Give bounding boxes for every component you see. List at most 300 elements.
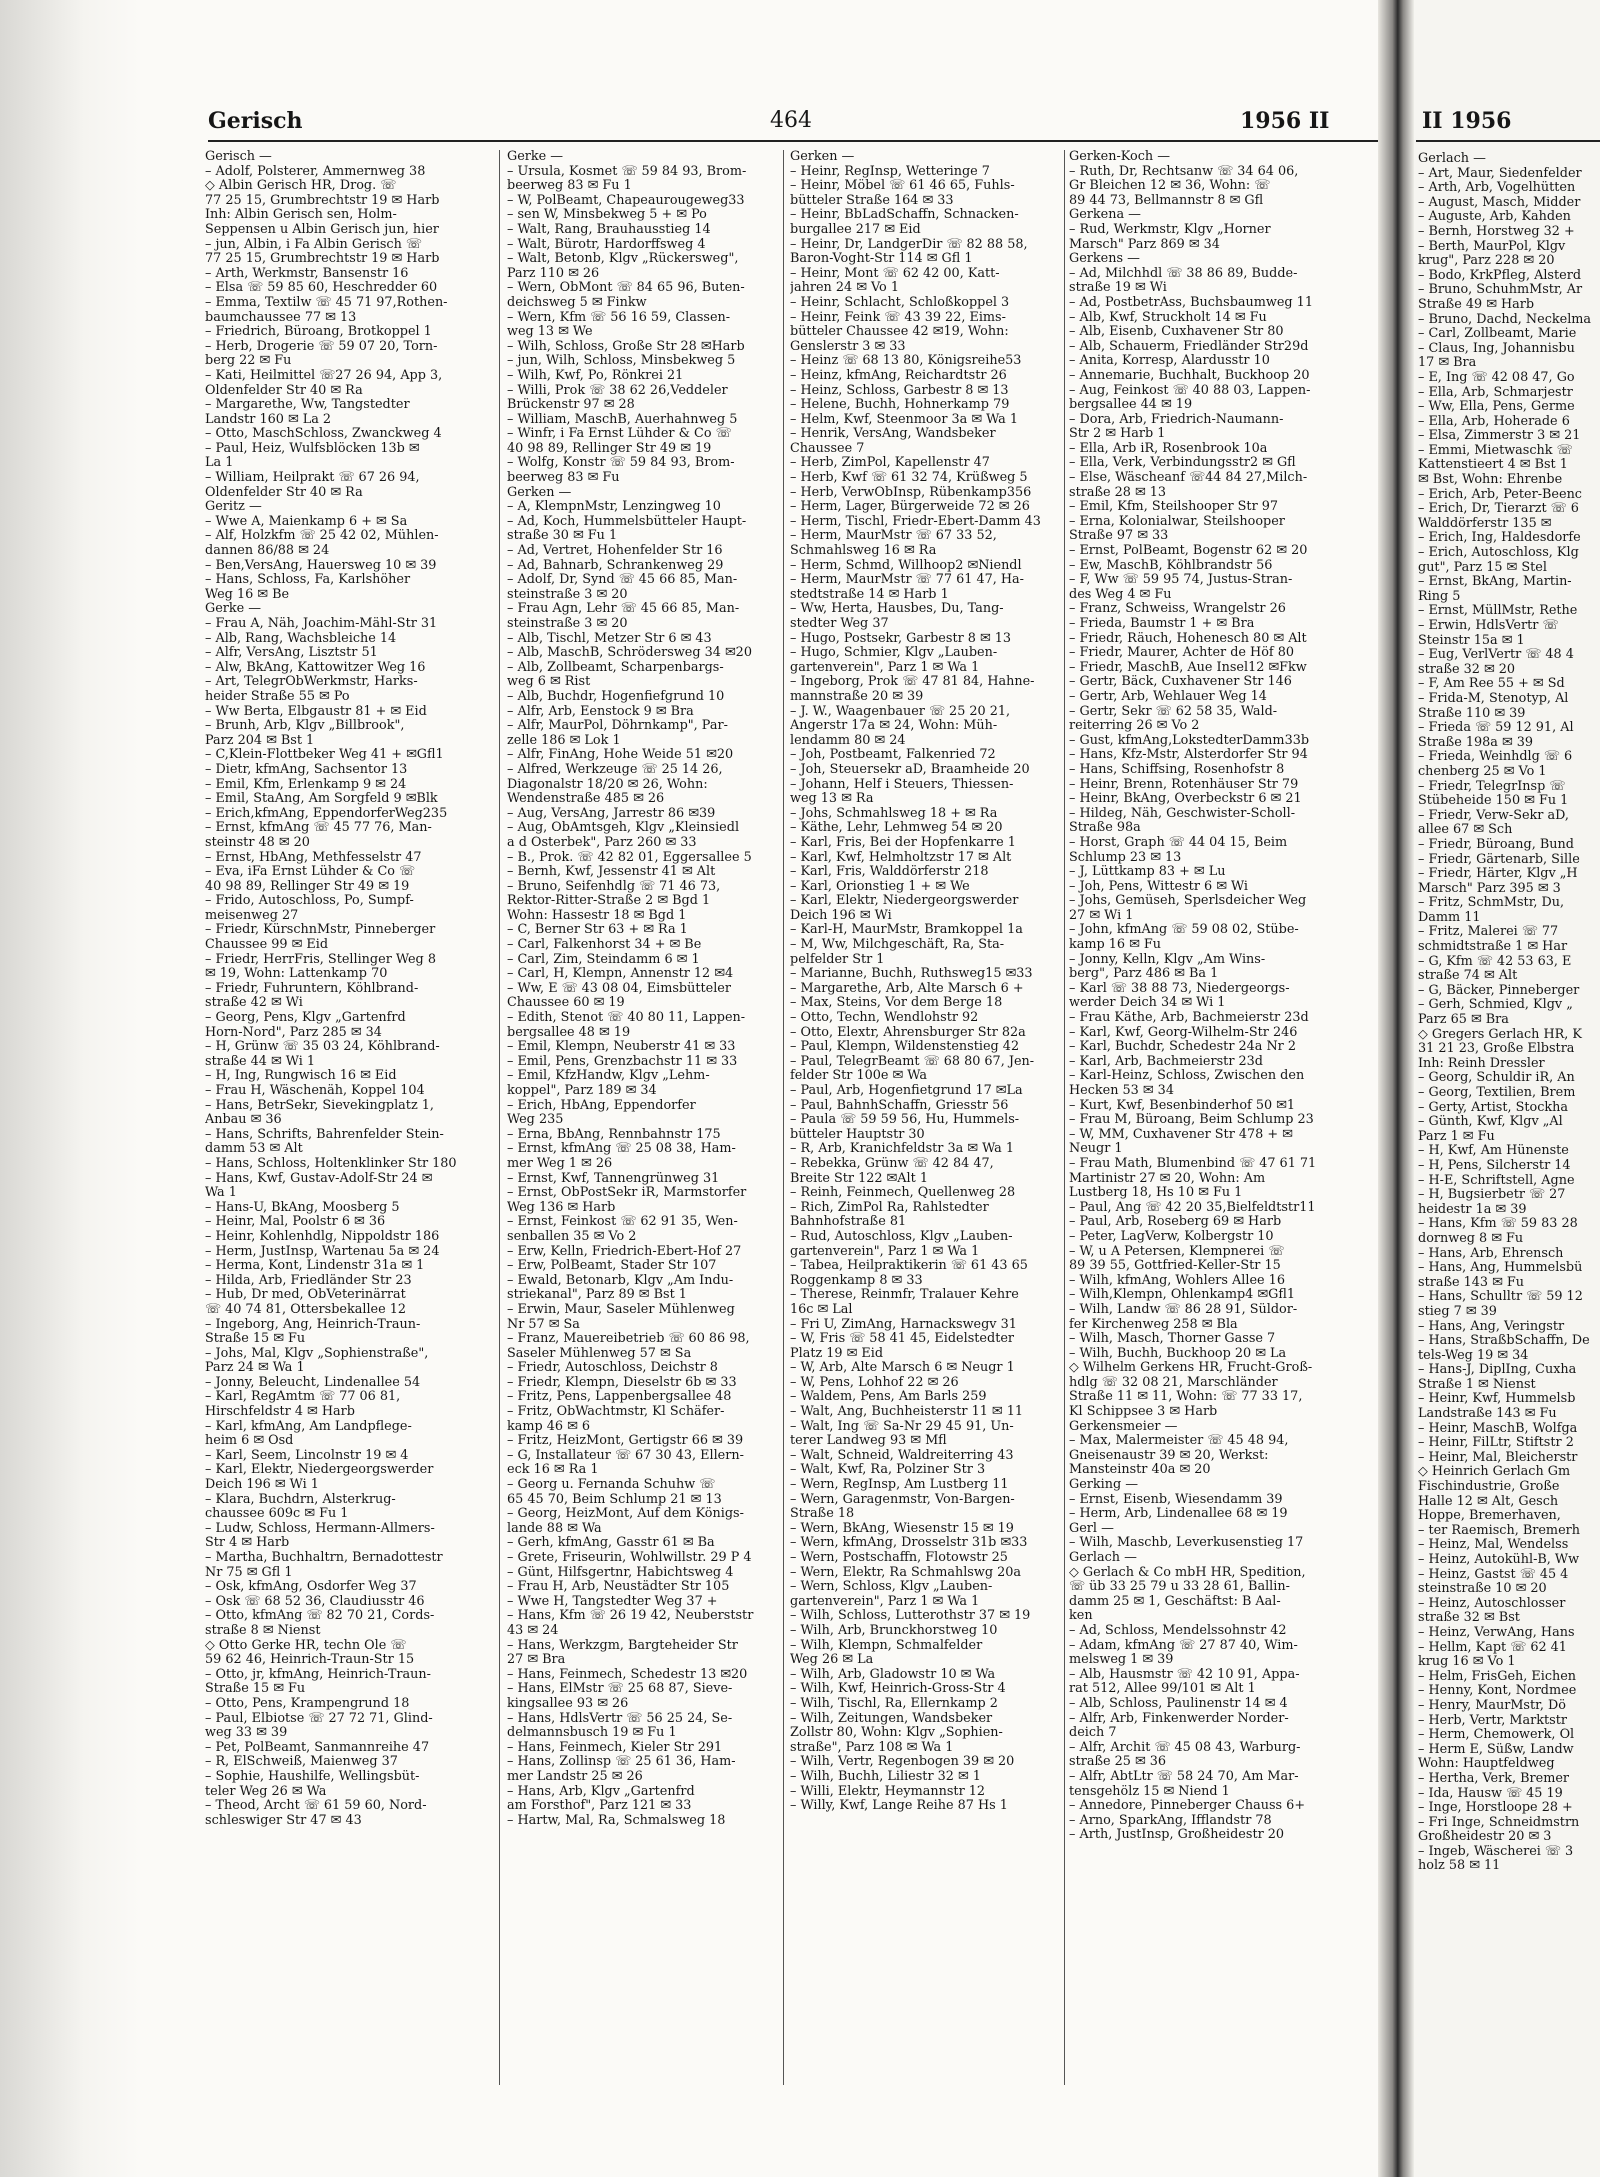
directory-entry-line: – Heinr, Mont ☏ 62 42 00, Katt- <box>790 266 1000 281</box>
directory-entry-line: – H, Bugsierbetr ☏ 27 <box>1418 1188 1566 1203</box>
directory-entry-line: – Fri Inge, Schneidmstrn <box>1418 1815 1580 1830</box>
directory-entry-line: a d Osterbek", Parz 260 ✉ 33 <box>507 835 697 850</box>
directory-entry-line: – R, ElSchweiß, Maienweg 37 <box>205 1755 398 1770</box>
directory-entry-line: – Alb, MaschB, Schrödersweg 34 ✉20 <box>507 646 752 661</box>
directory-entry-line: – Fritz, HeizMont, Gertigstr 66 ✉ 39 <box>507 1434 744 1449</box>
directory-entry-line: Parz 110 ✉ 26 <box>507 266 600 281</box>
directory-entry-line: – Klara, Buchdrn, Alsterkrug- <box>205 1492 396 1507</box>
directory-entry-line: Straße 18 <box>790 1507 855 1522</box>
directory-entry-line: Geritz — <box>205 500 262 515</box>
directory-entry-line: – Hans, Feinmech, Kieler Str 291 <box>507 1740 723 1755</box>
directory-entry-line: – Fritz, SchmMstr, Du, <box>1418 896 1565 911</box>
directory-entry-line: steinstraße 10 ✉ 20 <box>1418 1582 1547 1597</box>
directory-entry-line: kamp 46 ✉ 6 <box>507 1419 591 1434</box>
directory-entry-line: – Alw, BkAng, Kattowitzer Weg 16 <box>205 660 426 675</box>
directory-entry-line: Schlump 23 ✉ 13 <box>1069 850 1182 865</box>
directory-entry-line: – Hans, Kwf, Gustav-Adolf-Str 24 ✉ <box>205 1171 433 1186</box>
directory-entry-line: – Hans, Kfm ☏ 26 19 42, Neuberststr <box>507 1609 754 1624</box>
directory-entry-line: – Karl, Elektr, Niedergeorgswerder <box>205 1463 434 1478</box>
directory-entry-line: Gr Bleichen 12 ✉ 36, Wohn: ☏ <box>1069 179 1271 194</box>
directory-entry-line: – Grete, Friseurin, Wohlwillstr. 29 P 4 <box>507 1551 752 1565</box>
directory-entry-line: – Ernst, ObPostSekr iR, Marmstorfer <box>507 1186 747 1201</box>
directory-entry-line: berg", Parz 486 ✉ Ba 1 <box>1069 967 1219 982</box>
directory-entry-line: – Eva, iFa Ernst Lühder & Co ☏ <box>205 865 416 880</box>
directory-entry-line: – Alf, Holzkfm ☏ 25 42 02, Mühlen- <box>205 529 439 544</box>
page-number: 464 <box>770 108 812 133</box>
directory-entry-line: – Friedr, TelegrInsp ☏ <box>1418 779 1566 794</box>
directory-entry-line: Straße 198a ✉ 39 <box>1418 735 1534 750</box>
directory-entry-line: – W, Arb, Alte Marsch 6 ✉ Neugr 1 <box>790 1361 1015 1376</box>
directory-entry-line: – Aug, Feinkost ☏ 40 88 03, Lappen- <box>1069 383 1311 398</box>
directory-entry-line: – Annemarie, Buchhalt, Buckhoop 20 <box>1069 368 1310 383</box>
directory-entry-line: ✉ Bst, Wohn: Ehrenbe <box>1418 473 1563 488</box>
directory-entry-line: felder Str 100e ✉ Wa <box>790 1069 927 1084</box>
directory-entry-line: Fischindustrie, Große <box>1418 1480 1560 1495</box>
directory-entry-line: – Wern, BkAng, Wiesenstr 15 ✉ 19 <box>790 1521 1014 1536</box>
directory-entry-line: koppel", Parz 189 ✉ 34 <box>507 1084 657 1098</box>
directory-entry-line: – Georg, Pens, Klgv „Gartenfrd <box>205 1011 406 1026</box>
directory-entry-line: – Alfr, Archit ☏ 45 08 43, Warburg- <box>1069 1740 1301 1755</box>
directory-entry-line: – Claus, Ing, Johannisbu <box>1418 341 1575 356</box>
directory-entry-line: – Karl, Arb, Bachmeierstr 23d <box>1069 1054 1263 1069</box>
directory-entry-line: ◇ Albin Gerisch HR, Drog. ☏ <box>205 179 397 194</box>
directory-entry-line: Chaussee 99 ✉ Eid <box>205 938 329 953</box>
directory-entry-line: – Karl-H, MaurMstr, Bramkoppel 1a <box>790 923 1023 938</box>
directory-entry-line: Straße 110 ✉ 39 <box>1418 706 1526 721</box>
directory-entry-line: – Henny, Kont, Nordmee <box>1418 1684 1577 1699</box>
directory-entry-line: – Bernh, Kwf, Jessenstr 41 ✉ Alt <box>507 865 716 880</box>
directory-entry-line: – Wilh, kfmAng, Wohlers Allee 16 <box>1069 1273 1285 1288</box>
directory-entry-line: eck 16 ✉ Ra 1 <box>507 1463 599 1478</box>
directory-entry-line: kamp 16 ✉ Fu <box>1069 938 1162 953</box>
directory-entry-line: – Friedr, Verw-Sekr aD, <box>1418 808 1569 823</box>
directory-entry-line: Gerken — <box>507 485 572 500</box>
directory-entry-line: – Gerh, Schmied, Klgv „ <box>1418 998 1573 1013</box>
directory-entry-line: – Max, Malermeister ☏ 45 48 94, <box>1069 1434 1289 1449</box>
directory-entry-line: – Georg, HeizMont, Auf dem Königs- <box>507 1507 744 1522</box>
directory-entry-line: – Ingeb, Wäscherei ☏ 3 <box>1418 1844 1574 1859</box>
directory-entry-line: – W, u A Petersen, Klempnerei ☏ <box>1069 1244 1285 1259</box>
directory-entry-line: – Alfr, Arb, Eenstock 9 ✉ Bra <box>507 704 694 719</box>
directory-entry-line: terer Landweg 93 ✉ Mfl <box>790 1434 947 1449</box>
directory-entry-line: – Heinz, Autoschlosser <box>1418 1596 1566 1611</box>
directory-entry-line: Hoppe, Bremerhaven, <box>1418 1509 1561 1524</box>
directory-entry-line: – sen W, Minsbekweg 5 + ✉ Po <box>507 208 707 223</box>
directory-entry-line: – Walt, Betonb, Klgv „Rückersweg", <box>507 252 739 267</box>
directory-entry-line: deichsweg 5 ✉ Finkw <box>507 295 647 310</box>
directory-entry-line: 77 25 15, Grumbrechtstr 19 ✉ Harb <box>205 193 440 208</box>
directory-entry-line: – Frau Math, Blumenbind ☏ 47 61 71 <box>1069 1156 1317 1171</box>
directory-entry-line: Wa 1 <box>205 1186 237 1201</box>
directory-entry-line: – Karl ☏ 38 88 73, Niedergeorgs- <box>1069 981 1290 996</box>
directory-entry-line: – Georg u. Fernanda Schuhw ☏ <box>507 1478 716 1493</box>
directory-entry-line: – William, MaschB, Auerhahnweg 5 <box>507 412 738 427</box>
directory-entry-line: – Walt, Ang, Buchheisterstr 11 ✉ 11 <box>790 1405 1023 1420</box>
directory-entry-line: – Hans, Schiffsing, Rosenhofstr 8 <box>1069 762 1285 777</box>
directory-entry-line: holz 58 ✉ 11 <box>1418 1859 1501 1874</box>
directory-entry-line: straße 74 ✉ Alt <box>1418 969 1518 984</box>
directory-entry-line: – Hans, Arb, Ehrensch <box>1418 1246 1564 1261</box>
directory-entry-line: chenberg 25 ✉ Vo 1 <box>1418 764 1547 779</box>
directory-entry-line: – J. W., Waagenbauer ☏ 25 20 21, <box>790 704 1011 719</box>
directory-entry-line: – Frau Agn, Lehr ☏ 45 66 85, Man- <box>507 602 740 617</box>
directory-entry-line: berg 22 ✉ Fu <box>205 354 292 369</box>
directory-entry-line: – Kurt, Kwf, Besenbinderhof 50 ✉1 <box>1069 1098 1296 1113</box>
directory-entry-line: – Therese, Reinmfr, Tralauer Kehre <box>790 1288 1019 1303</box>
directory-entry-line: – Gertr, Bäck, Cuxhavener Str 146 <box>1069 675 1292 690</box>
directory-entry-line: – Eug, VerlVertr ☏ 48 4 <box>1418 648 1574 663</box>
directory-entry-line: des Weg 4 ✉ Fu <box>1069 587 1172 602</box>
directory-entry-line: – Johs, Gemüseh, Sperlsdeicher Weg <box>1069 894 1307 909</box>
directory-entry-line: Ring 5 <box>1418 589 1461 604</box>
directory-entry-line: Halle 12 ✉ Alt, Gesch <box>1418 1494 1559 1509</box>
directory-entry-line: – C, Berner Str 63 + ✉ Ra 1 <box>507 923 688 938</box>
directory-entry-line: – Wilh, Klempn, Schmalfelder <box>790 1638 983 1653</box>
directory-entry-line: – Herm, JustInsp, Wartenau 5a ✉ 24 <box>205 1244 440 1259</box>
directory-entry-line: – J, Lüttkamp 83 + ✉ Lu <box>1069 865 1226 880</box>
directory-entry-line: Gneisenaustr 39 ✉ 20, Werkst: <box>1069 1448 1269 1463</box>
directory-entry-line: – B., Prok. ☏ 42 82 01, Eggersallee 5 <box>507 850 752 865</box>
directory-entry-line: senballen 35 ✉ Vo 2 <box>507 1229 637 1244</box>
directory-entry-line: 89 44 73, Bellmannstr 8 ✉ Gfl <box>1069 193 1264 208</box>
directory-entry-line: – Friedr, Fuhruntern, Köhlbrand- <box>205 981 419 996</box>
directory-entry-line: – Herb, ZimPol, Kapellenstr 47 <box>790 456 990 471</box>
directory-entry-line: damm 25 ✉ 1, Geschäftst: B Aal- <box>1069 1594 1281 1609</box>
directory-entry-line: – Osk, kfmAng, Osdorfer Weg 37 <box>205 1580 417 1595</box>
directory-entry-line: stedter Weg 37 <box>790 617 889 631</box>
directory-entry-line: – Wern, Elektr, Ra Schmahlswg 20a <box>790 1565 1021 1580</box>
directory-entry-line: – Fri U, ZimAng, Harnackswegv 31 <box>790 1317 1017 1332</box>
directory-entry-line: straße 143 ✉ Fu <box>1418 1275 1525 1290</box>
directory-entry-line: Steinstr 15a ✉ 1 <box>1418 633 1525 648</box>
directory-entry-line: Gerl — <box>1069 1521 1114 1536</box>
directory-entry-line: 16c ✉ Lal <box>790 1302 853 1317</box>
directory-entry-line: – Otto, MaschSchloss, Zwanckweg 4 <box>205 427 442 442</box>
directory-entry-line: – Paul, BahnhSchaffn, Griesstr 56 <box>790 1098 1009 1113</box>
directory-entry-line: 65 45 70, Beim Schlump 21 ✉ 13 <box>507 1492 722 1507</box>
directory-entry-line: – Karl, Elektr, Niedergeorgswerder <box>790 894 1019 909</box>
directory-entry-line: – Edith, Stenot ☏ 40 80 11, Lappen- <box>507 1011 746 1026</box>
directory-entry-line: Straße 11 ✉ 11, Wohn: ☏ 77 33 17, <box>1069 1390 1303 1405</box>
directory-entry-line: – Joh, Postbeamt, Falkenried 72 <box>790 748 996 763</box>
directory-entry-line: – Frau H, Wäschenäh, Koppel 104 <box>205 1084 425 1098</box>
directory-entry-line: 40 98 89, Rellinger Str 49 ✉ 19 <box>205 879 410 894</box>
directory-entry-line: Gerking — <box>1069 1478 1139 1493</box>
directory-entry-line: – Hans, Kfz-Mstr, Alsterdorfer Str 94 <box>1069 748 1308 763</box>
directory-entry-line: Angerstr 17a ✉ 24, Wohn: Müh- <box>790 719 998 734</box>
directory-entry-line: lande 88 ✉ Wa <box>507 1521 602 1536</box>
directory-entry-line: – Erich, Arb, Peter-Beenc <box>1418 487 1582 502</box>
directory-entry-line: – Wilh, Schloss, Große Str 28 ✉Harb <box>507 339 745 354</box>
directory-entry-line: – Ad, PostbetrAss, Buchsbaumweg 11 <box>1069 295 1313 310</box>
directory-entry-line: – Willi, Elektr, Heymannstr 12 <box>790 1784 986 1799</box>
directory-entry-line: – Adam, kfmAng ☏ 27 87 40, Wim- <box>1069 1638 1298 1653</box>
directory-entry-line: Straße 15 ✉ Fu <box>205 1682 306 1697</box>
directory-entry-line: ◇ Wilhelm Gerkens HR, Frucht-Groß- <box>1069 1361 1313 1376</box>
directory-entry-line: – Carl, H, Klempn, Annenstr 12 ✉4 <box>507 967 734 982</box>
directory-entry-line: – Hans, StraßbSchaffn, De <box>1418 1334 1590 1349</box>
directory-entry-line: – Arth, JustInsp, Großheidestr 20 <box>1069 1828 1285 1843</box>
directory-entry-line: Wendenstraße 485 ✉ 26 <box>507 792 665 807</box>
directory-entry-line: – Heinz, Autokühl-B, Ww <box>1418 1553 1580 1567</box>
directory-entry-line: Diagonalstr 18/20 ✉ 26, Wohn: <box>507 777 708 792</box>
directory-entry-line: – Hildeg, Näh, Geschwister-Scholl- <box>1069 806 1296 821</box>
directory-column-1 <box>205 150 489 1828</box>
next-page-running-head: II 1956 <box>1422 108 1512 134</box>
directory-entry-line: – Hans, Ang, Hummelsbü <box>1418 1261 1583 1276</box>
directory-entry-line: krug", Parz 228 ✉ 20 <box>1418 254 1555 269</box>
directory-entry-line: – Peter, LagVerw, Kolbergstr 10 <box>1069 1229 1274 1244</box>
directory-entry-line: – Karl, Fris, Bei der Hopfenkarre 1 <box>790 835 1016 850</box>
directory-entry-line: – Paul, Ang ☏ 42 20 35,Bielfeldtstr11 <box>1069 1200 1316 1215</box>
directory-entry-line: Wohn: Hassestr 18 ✉ Bgd 1 <box>507 908 687 923</box>
directory-entry-line: Oldenfelder Str 40 ✉ Ra <box>205 383 363 398</box>
directory-entry-line: – Martha, Buchhaltrn, Bernadottestr <box>205 1551 443 1565</box>
directory-entry-line: – Heinz, Gastst ☏ 45 4 <box>1418 1567 1569 1582</box>
directory-entry-line: – Karl, Kwf, Helmholtzstr 17 ✉ Alt <box>790 850 1012 865</box>
directory-entry-line: – Hans, Zollinsp ☏ 25 61 36, Ham- <box>507 1755 736 1770</box>
directory-entry-line: – Wilh, Zeitungen, Wandsbeker <box>790 1711 993 1726</box>
directory-entry-line: – Hans, Ang, Veringstr <box>1418 1319 1565 1334</box>
directory-entry-line: kingsallee 93 ✉ 26 <box>507 1696 629 1711</box>
directory-entry-line: Weg 136 ✉ Harb <box>507 1200 616 1215</box>
directory-entry-line: ◇ Gregers Gerlach HR, K <box>1418 1027 1582 1042</box>
directory-entry-line: – Aug, ObAmtsgeh, Klgv „Kleinsiedl <box>507 821 740 836</box>
directory-entry-line: – Johs, Mal, Klgv „Sophienstraße", <box>205 1346 429 1361</box>
directory-entry-line: – Wilh, Masch, Thorner Gasse 7 <box>1069 1332 1276 1347</box>
directory-entry-line: – Frau H, Arb, Neustädter Str 105 <box>507 1580 730 1595</box>
directory-entry-line: ◇ Gerlach & Co mbH HR, Spedition, <box>1069 1565 1306 1580</box>
directory-entry-line: – Rud, Werkmstr, Klgv „Horner <box>1069 222 1271 237</box>
directory-entry-line: Straße 1 ✉ Nienst <box>1418 1377 1536 1392</box>
directory-entry-line: – Herm, Arb, Lindenallee 68 ✉ 19 <box>1069 1507 1288 1522</box>
directory-entry-line: Nr 57 ✉ Sa <box>507 1317 580 1332</box>
directory-entry-line: mer Landstr 25 ✉ 26 <box>507 1769 643 1784</box>
directory-entry-line: – Alfred, Werkzeuge ☏ 25 14 26, <box>507 762 723 777</box>
directory-entry-line: – Johs, Schmahlsweg 18 + ✉ Ra <box>790 806 998 821</box>
directory-column-4 <box>1069 150 1365 1843</box>
directory-entry-line: – Rich, ZimPol Ra, Rahlstedter <box>790 1200 989 1215</box>
directory-entry-line: – Fritz, ObWachtmstr, Kl Schäfer- <box>507 1405 725 1420</box>
directory-entry-line: – Wern, Garagenmstr, Von-Bargen- <box>790 1492 1015 1507</box>
directory-entry-line: – Karl-Heinz, Schloss, Zwischen den <box>1069 1069 1305 1084</box>
directory-entry-line: – Ad, Bahnarb, Schrankenweg 29 <box>507 558 724 573</box>
directory-entry-line: striekanal", Parz 89 ✉ Bst 1 <box>507 1288 687 1303</box>
directory-entry-line: – Erna, BbAng, Rennbahnstr 175 <box>507 1127 721 1142</box>
directory-entry-line: Marsch" Parz 869 ✉ 34 <box>1069 237 1220 252</box>
directory-entry-line: – Hertha, Verk, Bremer <box>1418 1771 1570 1786</box>
directory-entry-line: – Heinz, Schloss, Garbestr 8 ✉ 13 <box>790 383 1009 398</box>
directory-entry-line: – Friedr, KürschnMstr, Pinneberger <box>205 923 436 938</box>
directory-entry-line: – Friedr, Härter, Klgv „H <box>1418 867 1578 882</box>
directory-entry-line: – Otto, Pens, Krampengrund 18 <box>205 1696 410 1711</box>
directory-entry-line: – Ernst, kfmAng ☏ 45 77 76, Man- <box>205 821 432 836</box>
directory-entry-line: – Max, Steins, Vor dem Berge 18 <box>790 996 1003 1011</box>
directory-entry-line: – Paul, TelegrBeamt ☏ 68 80 67, Jen- <box>790 1054 1035 1069</box>
directory-entry-line: – Bernh, Horstweg 32 + <box>1418 224 1575 239</box>
directory-entry-line: – Fritz, Pens, Lappenbergsallee 48 <box>507 1390 732 1405</box>
directory-entry-line: – Alb, Zollbeamt, Scharpenbargs- <box>507 660 724 675</box>
directory-entry-line: – Adolf, Dr, Synd ☏ 45 66 85, Man- <box>507 573 738 588</box>
directory-entry-line: – Ww, Ella, Pens, Germe <box>1418 400 1575 415</box>
directory-entry-line: – Erich, Ing, Haldesdorfe <box>1418 531 1581 546</box>
directory-entry-line: – Hans, Schulltr ☏ 59 12 <box>1418 1290 1583 1305</box>
directory-entry-line: – Frida-M, Stenotyp, Al <box>1418 691 1569 706</box>
directory-entry-line: allee 67 ✉ Sch <box>1418 823 1513 838</box>
directory-entry-line: Gerkena — <box>1069 208 1141 223</box>
directory-entry-line: 43 ✉ 24 <box>507 1623 559 1638</box>
directory-entry-line: Gerken-Koch — <box>1069 150 1171 164</box>
directory-entry-line: – Hartw, Mal, Ra, Schmalsweg 18 <box>507 1813 726 1828</box>
directory-entry-line: – H-E, Schriftstell, Agne <box>1418 1173 1575 1188</box>
directory-entry-line: Platz 19 ✉ Eid <box>790 1346 884 1361</box>
directory-entry-line: – Walt, Kwf, Ra, Polziner Str 3 <box>790 1463 986 1478</box>
directory-entry-line: – Brunh, Arb, Klgv „Billbrook", <box>205 719 405 734</box>
directory-entry-line: Walddörferstr 135 ✉ <box>1418 516 1552 531</box>
directory-entry-line: weg 13 ✉ Ra <box>790 792 874 807</box>
book-gutter <box>1378 0 1414 2177</box>
directory-entry-line: – Alb, Eisenb, Cuxhavener Str 80 <box>1069 325 1284 340</box>
directory-entry-line: – Hans-J, DiplIng, Cuxha <box>1418 1363 1577 1378</box>
directory-entry-line: – Erw, PolBeamt, Stader Str 107 <box>507 1259 717 1274</box>
directory-entry-line: Inh: Albin Gerisch sen, Holm- <box>205 208 397 223</box>
directory-entry-line: Zollstr 80, Wohn: Klgv „Sophien- <box>790 1726 1003 1741</box>
directory-entry-line: – Ad, Koch, Hummelsbütteler Haupt- <box>507 514 747 529</box>
directory-entry-line: Deich 196 ✉ Wi <box>790 908 892 923</box>
directory-entry-line: Parz 204 ✉ Bst 1 <box>205 733 315 748</box>
directory-entry-line: – Aug, VersAng, Jarrestr 86 ✉39 <box>507 806 716 821</box>
directory-entry-line: mer Weg 1 ✉ 26 <box>507 1156 613 1171</box>
directory-entry-line: – Hans, Arb, Klgv „Gartenfrd <box>507 1784 695 1799</box>
directory-entry-line: – Heinr, Schlacht, Schloßkoppel 3 <box>790 295 1010 310</box>
directory-entry-line: gartenverein", Parz 1 ✉ Wa 1 <box>790 1594 980 1609</box>
directory-entry-line: melsweg 1 ✉ 39 <box>1069 1653 1174 1668</box>
directory-entry-line: – Heinz, Mal, Wendelss <box>1418 1538 1569 1553</box>
directory-entry-line: – Alb, Schloss, Paulinenstr 14 ✉ 4 <box>1069 1696 1288 1711</box>
directory-entry-line: – Ruth, Dr, Rechtsanw ☏ 34 64 06, <box>1069 164 1299 179</box>
directory-entry-line: weg 13 ✉ We <box>507 325 593 340</box>
directory-entry-line: – Gertr, Arb, Wehlauer Weg 14 <box>1069 689 1267 704</box>
directory-entry-line: Neugr 1 <box>1069 1142 1123 1157</box>
directory-entry-line: – Karl, Seem, Lincolnstr 19 ✉ 4 <box>205 1448 409 1463</box>
directory-entry-line: – Hub, Dr med, ObVeterinärrat <box>205 1288 406 1303</box>
directory-entry-line: – Heinz, VerwAng, Hans <box>1418 1625 1575 1640</box>
directory-entry-line: Marsch" Parz 395 ✉ 3 <box>1418 881 1561 896</box>
directory-entry-line: – Arno, SparkAng, Ifflandstr 78 <box>1069 1813 1272 1828</box>
directory-entry-line: Saseler Mühlenweg 57 ✉ Sa <box>507 1346 692 1361</box>
directory-entry-line: – Alfr, FinAng, Hohe Weide 51 ✉20 <box>507 748 734 763</box>
directory-entry-line: – Heinr, FilLtr, Stiftstr 2 <box>1418 1436 1574 1451</box>
directory-entry-line: – Karl, Buchdr, Schedestr 24a Nr 2 <box>1069 1040 1297 1055</box>
directory-entry-line: – Carl, Zim, Steindamm 6 ✉ 1 <box>507 952 700 967</box>
directory-entry-line: – Herm, Lager, Bürgerweide 72 ✉ 26 <box>790 500 1030 515</box>
directory-entry-line: – Alb, Schauerm, Friedländer Str29d <box>1069 339 1309 354</box>
directory-entry-line: ◇ Heinrich Gerlach Gm <box>1418 1465 1571 1480</box>
directory-entry-line: – Bodo, KrkPfleg, Alsterd <box>1418 268 1582 283</box>
directory-column-3 <box>790 150 1074 1814</box>
directory-entry-line: tels-Weg 19 ✉ 34 <box>1418 1348 1529 1363</box>
directory-entry-line: – Herb, Drogerie ☏ 59 07 20, Torn- <box>205 339 438 354</box>
directory-entry-line: – Friedrich, Büroang, Brotkoppel 1 <box>205 325 432 340</box>
directory-entry-line: – Wilh, Tischl, Ra, Ellernkamp 2 <box>790 1696 998 1711</box>
directory-entry-line: – Alb, Buchdr, Hogenfiefgrund 10 <box>507 689 725 704</box>
directory-entry-line: Damm 11 <box>1418 910 1481 925</box>
directory-entry-line: Bahnhofstraße 81 <box>790 1215 907 1230</box>
directory-entry-line: tensgehölz 15 ✉ Niend 1 <box>1069 1784 1230 1799</box>
directory-entry-line: – Dora, Arb, Friedrich-Naumann- <box>1069 412 1284 427</box>
directory-entry-line: Chaussee 60 ✉ 19 <box>507 996 625 1011</box>
directory-entry-line: Mansteinstr 40a ✉ 20 <box>1069 1463 1211 1478</box>
directory-entry-line: – Wilh, Schloss, Lutterothstr 37 ✉ 19 <box>790 1609 1031 1624</box>
directory-entry-line: 27 ✉ Wi 1 <box>1069 908 1134 923</box>
directory-entry-line: – Erw, Kelln, Friedrich-Ebert-Hof 27 <box>507 1244 742 1259</box>
directory-entry-line: – Friedr, MaschB, Aue Insel12 ✉Fkw <box>1069 660 1307 675</box>
directory-entry-line: Hecken 53 ✉ 34 <box>1069 1084 1174 1098</box>
directory-entry-line: dornweg 8 ✉ Fu <box>1418 1231 1524 1246</box>
directory-entry-line: – Carl, Zollbeamt, Marie <box>1418 327 1577 342</box>
directory-entry-line: Schmahlsweg 16 ✉ Ra <box>790 544 937 559</box>
directory-entry-line: – Frieda, Baumstr 1 + ✉ Bra <box>1069 617 1255 631</box>
directory-entry-line: – Walt, Schneid, Waldreiterring 43 <box>790 1448 1014 1463</box>
directory-entry-line: – Wern, kfmAng, Drosselstr 31b ✉33 <box>790 1536 1028 1551</box>
directory-entry-line: – Wilh, Landw ☏ 86 28 91, Süldor- <box>1069 1302 1298 1317</box>
directory-entry-line: baumchaussee 77 ✉ 13 <box>205 310 357 325</box>
directory-entry-line: – Herma, Kont, Lindenstr 31a ✉ 1 <box>205 1259 425 1274</box>
directory-entry-line: Gerkensmeier — <box>1069 1419 1178 1434</box>
directory-entry-line: – Wilh, Maschb, Leverkusenstieg 17 <box>1069 1536 1304 1551</box>
directory-entry-line: – Heinr, Möbel ☏ 61 46 65, Fuhls- <box>790 179 1015 194</box>
directory-entry-line: bütteler Hauptstr 30 <box>790 1127 925 1142</box>
directory-entry-line: – Hans, Schloss, Fa, Karlshöher <box>205 573 411 588</box>
directory-entry-line: – Arth, Werkmstr, Bansenstr 16 <box>205 266 409 281</box>
directory-entry-line: – Erich, Dr, Tierarzt ☏ 6 <box>1418 502 1579 517</box>
directory-entry-line: – Frido, Autoschloss, Po, Sumpf- <box>205 894 414 909</box>
directory-entry-line: weg 33 ✉ 39 <box>205 1726 288 1741</box>
directory-entry-line: zelle 186 ✉ Lok 1 <box>507 733 621 748</box>
directory-entry-line: – Wern, Schloss, Klgv „Lauben- <box>790 1580 993 1595</box>
directory-entry-line: – William, Heilprakt ☏ 67 26 94, <box>205 471 420 486</box>
directory-entry-line: – Frieda ☏ 59 12 91, Al <box>1418 721 1574 736</box>
directory-entry-line: – Herm E, Süßw, Landw <box>1418 1742 1574 1757</box>
directory-entry-line: – Frieda, Weinhdlg ☏ 6 <box>1418 750 1573 765</box>
directory-entry-line: – Friedr, Büroang, Bund <box>1418 837 1574 852</box>
directory-entry-line: – G, Kfm ☏ 42 53 63, E <box>1418 954 1572 969</box>
directory-entry-line: – Walt, Ing ☏ Sa-Nr 29 45 91, Un- <box>790 1419 1014 1434</box>
directory-entry-line: – Art, TelegrObWerkmstr, Harks- <box>205 675 418 690</box>
directory-entry-line: – Annedore, Pinneberger Chauss 6+ <box>1069 1799 1306 1814</box>
page-left-margin <box>0 0 140 2177</box>
directory-entry-line: – H, Pens, Silcherstr 14 <box>1418 1158 1571 1173</box>
directory-entry-line: – Else, Wäscheanf ☏44 84 27,Milch- <box>1069 471 1308 486</box>
directory-entry-line: – Karl, RegAmtm ☏ 77 06 81, <box>205 1390 401 1405</box>
directory-entry-line: Inh: Reinh Dressler <box>1418 1056 1545 1071</box>
directory-entry-line: 59 62 46, Heinrich-Traun-Str 15 <box>205 1653 415 1668</box>
directory-entry-line: Breite Str 122 ✉Alt 1 <box>790 1171 928 1186</box>
directory-entry-line: – Karl, Fris, Walddörferstr 218 <box>790 865 989 880</box>
directory-entry-line: – Friedr, Maurer, Achter de Höf 80 <box>1069 646 1295 661</box>
directory-entry-line: – Otto, Elextr, Ahrensburger Str 82a <box>790 1025 1026 1040</box>
directory-entry-line: straße 32 ✉ Bst <box>1418 1611 1520 1626</box>
directory-entry-line: burgallee 217 ✉ Eid <box>790 222 921 237</box>
directory-entry-line: weg 6 ✉ Rist <box>507 675 591 690</box>
directory-entry-line: – R, Arb, Kranichfeldstr 3a ✉ Wa 1 <box>790 1142 1014 1157</box>
directory-entry-line: – Ww, E ☏ 43 08 04, Eimsbütteler <box>507 981 732 996</box>
directory-entry-line: Lustberg 18, Hs 10 ✉ Fu 1 <box>1069 1186 1243 1201</box>
directory-entry-line: – Winfr, i Fa Ernst Lühder & Co ☏ <box>507 427 732 442</box>
directory-entry-line: – Elsa, Zimmerstr 3 ✉ 21 <box>1418 429 1581 444</box>
directory-entry-line: – Ww, Herta, Hausbes, Du, Tang- <box>790 602 1004 617</box>
directory-entry-line: – Ben,VersAng, Hauersweg 10 ✉ 39 <box>205 558 437 573</box>
